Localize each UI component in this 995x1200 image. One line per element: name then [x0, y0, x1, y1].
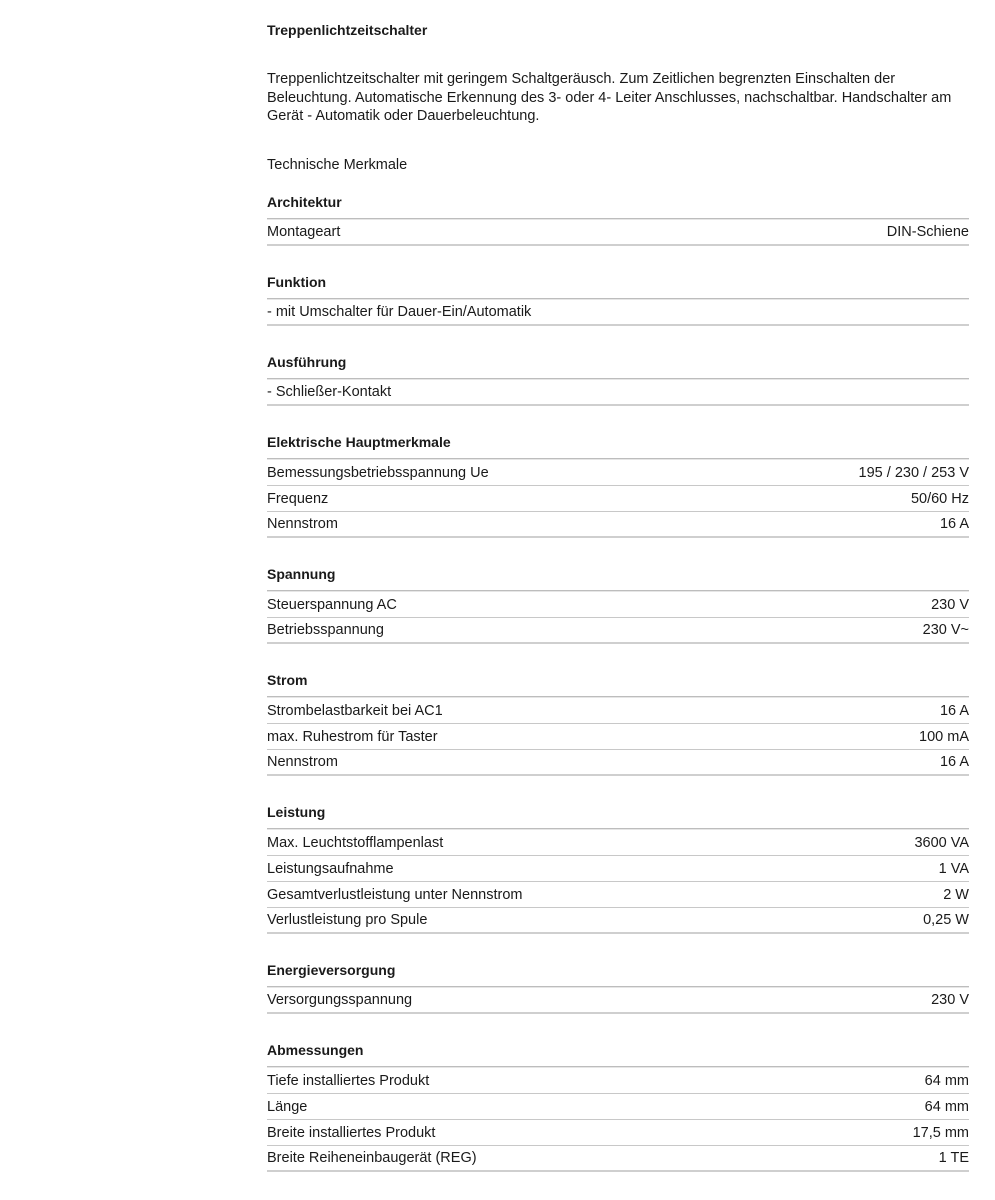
- spec-row: [267, 592, 969, 618]
- section-title: Leistung: [267, 804, 326, 820]
- spec-section: [267, 566, 969, 644]
- spec-value: 230 V: [931, 596, 969, 613]
- spec-value: 64 mm: [924, 1098, 969, 1115]
- section-title: Energieversorgung: [267, 962, 396, 978]
- spec-row: [267, 724, 969, 750]
- spec-rows: [267, 380, 969, 406]
- spec-rows: [267, 830, 969, 934]
- spec-value: 16 A: [939, 516, 969, 532]
- spec-section: [267, 274, 969, 326]
- spec-value: 1 VA: [938, 860, 969, 877]
- spec-label: Breite Reiheneinbaugerät (REG): [267, 1150, 477, 1166]
- spec-label: Bemessungsbetriebsspannung Ue: [267, 464, 489, 481]
- spec-label: Strombelastbarkeit bei AC1: [267, 702, 443, 719]
- spec-row: [267, 882, 969, 908]
- spec-value: 2 W: [943, 886, 969, 903]
- spec-section: [267, 194, 969, 246]
- spec-label: Tiefe installiertes Produkt: [267, 1072, 430, 1089]
- spec-row: [267, 1146, 969, 1172]
- spec-value: 64 mm: [924, 1072, 969, 1089]
- spec-label: max. Ruhestrom für Taster: [267, 728, 438, 745]
- spec-section: [267, 354, 969, 406]
- spec-row: [267, 486, 969, 512]
- spec-label: - mit Umschalter für Dauer-Ein/Automatik: [267, 304, 532, 320]
- spec-value: 230 V: [931, 992, 969, 1008]
- spec-label: Nennstrom: [267, 516, 338, 532]
- spec-row: [267, 698, 969, 724]
- spec-row: [267, 512, 969, 538]
- spec-rows: [267, 988, 969, 1014]
- spec-label: Gesamtverlustleistung unter Nennstrom: [267, 886, 523, 903]
- spec-label: Leistungsaufnahme: [267, 860, 394, 877]
- spec-value: 16 A: [939, 754, 969, 770]
- spec-section: [267, 672, 969, 776]
- section-title: Ausführung: [267, 354, 347, 370]
- spec-label: Steuerspannung AC: [267, 596, 397, 613]
- spec-label: Frequenz: [267, 490, 329, 507]
- section-title: Strom: [267, 672, 308, 688]
- spec-section: [267, 804, 969, 934]
- spec-rows: [267, 460, 969, 538]
- spec-value: 16 A: [939, 702, 969, 719]
- spec-row: [267, 1068, 969, 1094]
- spec-row: [267, 856, 969, 882]
- spec-rows: [267, 1068, 969, 1172]
- spec-value: DIN-Schiene: [886, 224, 969, 240]
- spec-value: 195 / 230 / 253 V: [858, 464, 969, 481]
- spec-row: [267, 830, 969, 856]
- spec-value: 230 V~: [922, 622, 969, 638]
- spec-value: 0,25 W: [923, 912, 969, 928]
- section-title: Funktion: [267, 274, 327, 290]
- spec-value: 17,5 mm: [912, 1124, 969, 1141]
- spec-value: 3600 VA: [914, 834, 969, 851]
- spec-row: [267, 380, 969, 406]
- product-title: Treppenlichtzeitschalter: [267, 22, 428, 38]
- spec-rows: [267, 220, 969, 246]
- spec-row: [267, 908, 969, 934]
- spec-rows: [267, 698, 969, 776]
- product-description: Treppenlichtzeitschalter mit geringem Schaltgeräusch. Zum Zeitlichen begrenzten Einschalten der Beleuchtung. Automatische Erkennung des 3- oder 4- Leiter Anschlusses, nachschaltbar. Handschalter am Gerät - Automatik oder Dauerbeleuchtung.: [267, 71, 952, 124]
- spec-label: Länge: [267, 1098, 308, 1115]
- spec-rows: [267, 592, 969, 644]
- spec-row: [267, 988, 969, 1014]
- spec-label: Nennstrom: [267, 754, 338, 770]
- spec-value: 1 TE: [938, 1150, 969, 1166]
- section-title: Spannung: [267, 566, 336, 582]
- spec-row: [267, 618, 969, 644]
- section-title: Architektur: [267, 194, 342, 210]
- spec-section: [267, 1042, 969, 1172]
- spec-label: Versorgungsspannung: [267, 992, 413, 1008]
- spec-row: [267, 750, 969, 776]
- spec-label: Breite installiertes Produkt: [267, 1124, 436, 1141]
- spec-label: - Schließer-Kontakt: [267, 384, 392, 400]
- spec-section: [267, 962, 969, 1014]
- spec-row: [267, 1094, 969, 1120]
- spec-label: Verlustleistung pro Spule: [267, 912, 428, 928]
- spec-label: Montageart: [267, 224, 341, 240]
- technical-features-heading: Technische Merkmale: [267, 157, 408, 173]
- spec-section: [267, 434, 969, 538]
- spec-value: 100 mA: [919, 728, 969, 745]
- spec-row: [267, 1120, 969, 1146]
- spec-rows: [267, 300, 969, 326]
- spec-row: [267, 300, 969, 326]
- spec-row: [267, 220, 969, 246]
- spec-label: Betriebsspannung: [267, 622, 384, 638]
- section-title: Abmessungen: [267, 1042, 364, 1058]
- section-title: Elektrische Hauptmerkmale: [267, 434, 451, 450]
- spec-row: [267, 460, 969, 486]
- spec-label: Max. Leuchtstofflampenlast: [267, 834, 444, 851]
- spec-value: 50/60 Hz: [910, 490, 969, 507]
